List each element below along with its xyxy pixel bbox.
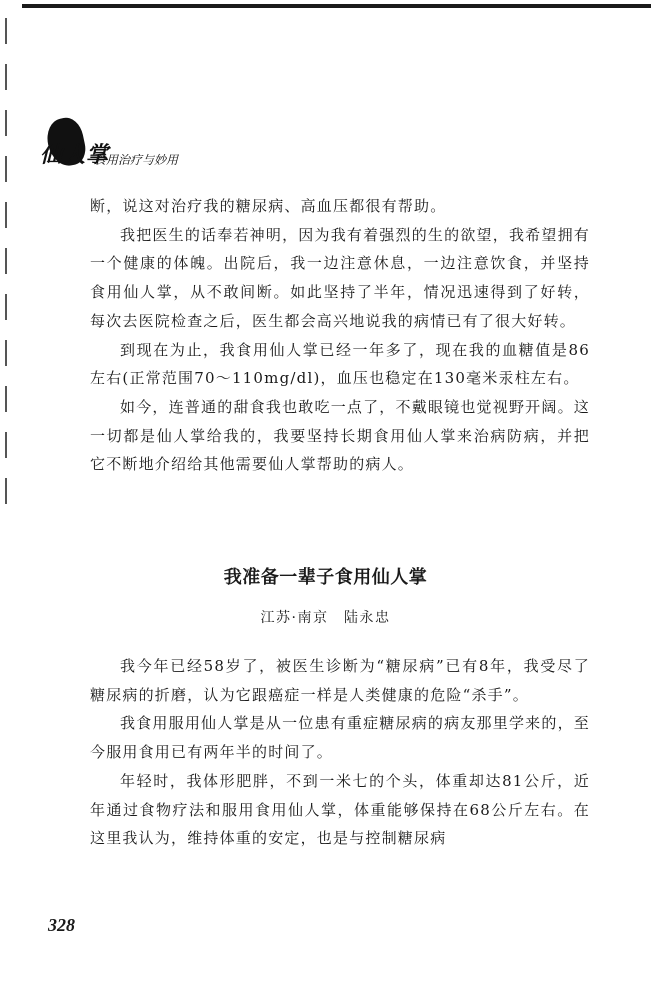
paragraph: 我食用服用仙人掌是从一位患有重症糖尿病的病友那里学来的，至今服用食用已有两年半的时间了。	[90, 714, 590, 762]
edge-mark	[5, 156, 7, 182]
edge-mark	[5, 478, 7, 504]
edge-mark	[5, 294, 7, 320]
paragraph: 到现在为止，我食用仙人掌已经一年多了，现在我的血糖值是86左右(正常范围70～110mg/dl)，血压也稳定在130毫米汞柱左右。	[90, 340, 590, 388]
paragraph: 断，说这对治疗我的糖尿病、高血压都很有帮助。	[90, 197, 447, 215]
page-number: 328	[48, 915, 75, 935]
edge-mark	[5, 248, 7, 274]
top-rule	[22, 4, 651, 8]
edge-mark	[5, 340, 7, 366]
paragraph: 我把医生的话奉若神明，因为我有着强烈的生的欲望，我希望拥有一个健康的体魄。出院后，我一边注意休息，一边注意饮食，并坚持食用仙人掌，从不敢间断。如此坚持了半年，情况迅速得到了好转，每次去医院检查之后，医生都会高兴地说我的病情已有了很大好转。	[90, 225, 590, 330]
edge-mark	[5, 432, 7, 458]
article-title: 我准备一辈子食用仙人掌	[223, 567, 428, 588]
edge-mark	[5, 64, 7, 90]
book-logo	[32, 118, 202, 178]
edge-mark	[5, 386, 7, 412]
logo-title: 仙人掌	[40, 142, 110, 168]
edge-mark	[5, 18, 7, 44]
edge-mark	[5, 202, 7, 228]
article-byline: 江苏·南京 陆永忠	[260, 610, 391, 626]
paragraph: 我今年已经58岁了，被医生诊断为“糖尿病”已有8年，我受尽了糖尿病的折磨，认为它跟癌症一样是人类健康的危险“杀手”。	[90, 657, 590, 704]
continued-section	[90, 192, 590, 479]
paragraph: 如今，连普通的甜食我也敢吃一点了，不戴眼镜也觉视野开阔。这一切都是仙人掌给我的，我要坚持长期食用仙人掌来治病防病，并把它不断地介绍给其他需要仙人掌帮助的病人。	[90, 397, 590, 474]
edge-mark	[5, 110, 7, 136]
logo-subtitle: 食用治疗与妙用	[94, 153, 179, 167]
paragraph: 年轻时，我体形肥胖，不到一米七的个头，体重却达81公斤，近年通过食物疗法和服用食用仙人掌，体重能够保持在68公斤左右。在这里我认为，维持体重的安定，也是与控制糖尿病	[90, 771, 590, 848]
article-body	[90, 652, 590, 853]
